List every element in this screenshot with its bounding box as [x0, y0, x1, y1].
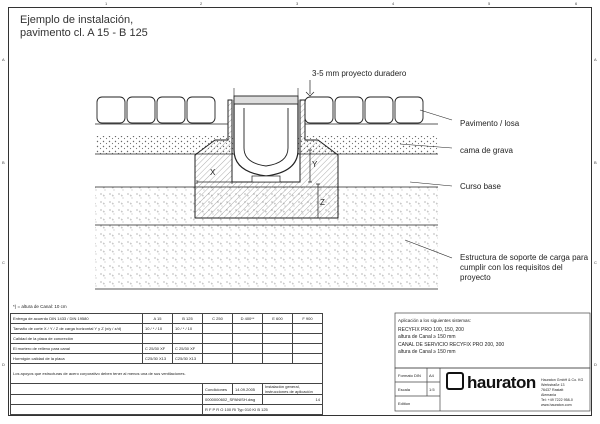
dimension-y-label: Y: [312, 160, 318, 169]
grid-mark-top-1: 1: [105, 1, 108, 6]
table-row: [11, 344, 323, 354]
grid-mark-side-c: C: [2, 260, 5, 265]
application-line: altura de Canal ≥ 150 mm: [398, 334, 456, 340]
grid-mark-side-b: B: [2, 160, 5, 165]
reference-line: R F P R O 100 Ri Typ 010 KI B 125: [203, 405, 323, 415]
class-c250: C 250: [203, 314, 233, 324]
mortar-row-label: El mortero de relleno para canal: [11, 344, 143, 354]
class-b125: B 125: [173, 314, 203, 324]
table-cell: 10 / * / 10: [173, 324, 203, 334]
table-cell: [203, 324, 233, 334]
table-cell: [203, 354, 233, 364]
table-row: [11, 405, 323, 415]
table-cell: [293, 324, 323, 334]
applications-heading: Aplicación a los siguientes sistemas:: [398, 318, 472, 323]
table-cell: C 25/30 XF: [173, 344, 203, 354]
label-joint-gap: 3-5 mm proyecto duradero: [312, 69, 407, 78]
grid-mark-top-4: 4: [392, 1, 395, 6]
label-paving: Pavimento / losa: [460, 119, 520, 128]
table-row: [11, 354, 323, 364]
label-base-course: Curso base: [460, 182, 501, 191]
conditions-label: Condiciones: [203, 384, 233, 395]
spec-table: [10, 313, 323, 415]
table-cell: [143, 334, 173, 344]
table-cell: [203, 344, 233, 354]
application-line: CANAL DE SERVICIO RECYFIX PRO 200, 300: [398, 341, 505, 348]
grid-mark-side-c-right: C: [594, 260, 597, 265]
applications-block: [398, 317, 504, 357]
table-cell: [293, 334, 323, 344]
address-line: Hauraton GmbH & Co. KG: [541, 378, 584, 382]
address-line: Tel: +49 7222 958-0: [541, 398, 573, 402]
table-row: [11, 334, 323, 344]
instructions-cell: Instalación general, instrucciones de aplicación: [263, 384, 323, 395]
table-cell: [173, 334, 203, 344]
table-cell: [11, 384, 203, 395]
grid-mark-side-b-right: B: [594, 160, 597, 165]
grid-mark-top-5: 5: [488, 1, 491, 6]
footnote-channel-height: *) = altura de Canal: 10 cm: [13, 304, 67, 309]
table-row: [11, 384, 323, 395]
table-cell: [203, 334, 233, 344]
table-cell: [263, 344, 293, 354]
table-cell: [293, 344, 323, 354]
channel-grate: [234, 96, 298, 104]
class-f900: F 900: [293, 314, 323, 324]
spec-header-label: Entrega de acuerdo DIN 1433 / DIN 19580: [11, 314, 143, 324]
drawing-title-line-1: Ejemplo de instalación,: [20, 14, 134, 26]
grid-mark-top-3: 3: [296, 1, 299, 6]
address-line: Alemania: [541, 393, 556, 397]
table-cell: [233, 354, 263, 364]
table-row: [11, 324, 323, 334]
table-row: [11, 395, 323, 405]
brand-name: hauraton: [467, 373, 536, 392]
class-e600: E 600: [263, 314, 293, 324]
edition-label: Edition: [398, 401, 411, 406]
table-cell: [11, 395, 203, 405]
grid-mark-side-a-right: A: [594, 57, 597, 62]
paving-blocks-right: [305, 97, 423, 123]
table-cell: C25/30 X13: [173, 354, 203, 364]
table-row: [11, 314, 323, 324]
grid-mark-side-d: D: [2, 362, 5, 367]
table-cell: [263, 324, 293, 334]
dimension-row-label: Tamaño de corte X / Y / Z de carga horizontal Y y Z (x/y / z/d): [11, 324, 143, 334]
address-line: 76437 Rastatt: [541, 388, 564, 392]
class-a15: A 15: [143, 314, 173, 324]
dimension-x-label: X: [210, 168, 216, 177]
file-name: 0000000602_SPANISH.dwg: [203, 395, 263, 405]
table-cell: [263, 354, 293, 364]
plate-quality-label: Hormigón calidad de la placa: [11, 354, 143, 364]
table-cell: C25/30 X13: [143, 354, 173, 364]
table-cell: 10 / * / 10: [143, 324, 173, 334]
conditions-date: 14.09.2005: [233, 384, 263, 395]
notes-cell: Los apoyos que estructuras de acero corporativo deben tener al menos una de sus ventilaciones.: [11, 364, 323, 384]
table-cell: [233, 324, 263, 334]
grid-mark-side-d-right: D: [594, 362, 597, 367]
company-address: [541, 378, 583, 408]
scale-label: Escala: [398, 387, 411, 392]
table-cell: [293, 354, 323, 364]
label-gravel-bed: cama de grava: [460, 146, 513, 155]
application-line: altura de Canal ≥ 150 mm: [398, 349, 456, 355]
format-label: Formato DIN: [398, 373, 421, 378]
address-line: www.hauraton.com: [541, 403, 572, 407]
class-d400: D 400**: [233, 314, 263, 324]
table-cell: C 25/30 XF: [143, 344, 173, 354]
label-support-structure: Estructura de soporte de carga para cumplir con los requisitos del proyecto: [460, 253, 589, 282]
format-value: A4: [429, 373, 434, 378]
grid-mark-top-2: 2: [200, 1, 203, 6]
dimension-z-label: Z: [320, 198, 325, 207]
brand-mark-icon: [446, 372, 464, 390]
slab-quality-label: Calidad de la placa de concreción: [11, 334, 143, 344]
grid-mark-side-a: A: [2, 57, 5, 62]
hauraton-logo: [446, 372, 538, 394]
table-cell: [11, 405, 203, 415]
grid-mark-top-6: 6: [575, 1, 578, 6]
table-cell: [233, 344, 263, 354]
table-row: [11, 364, 323, 384]
drawing-title-line-2: pavimento cl. A 15 - B 125: [20, 27, 148, 39]
sheet-number: 14: [263, 395, 323, 405]
paving-blocks-left: [97, 97, 215, 123]
table-cell: [263, 334, 293, 344]
address-line: Werkstraße 13: [541, 383, 565, 387]
scale-value: 1:5: [429, 387, 435, 392]
application-line: RECYFIX PRO 100, 150, 200: [398, 326, 464, 333]
table-cell: [233, 334, 263, 344]
